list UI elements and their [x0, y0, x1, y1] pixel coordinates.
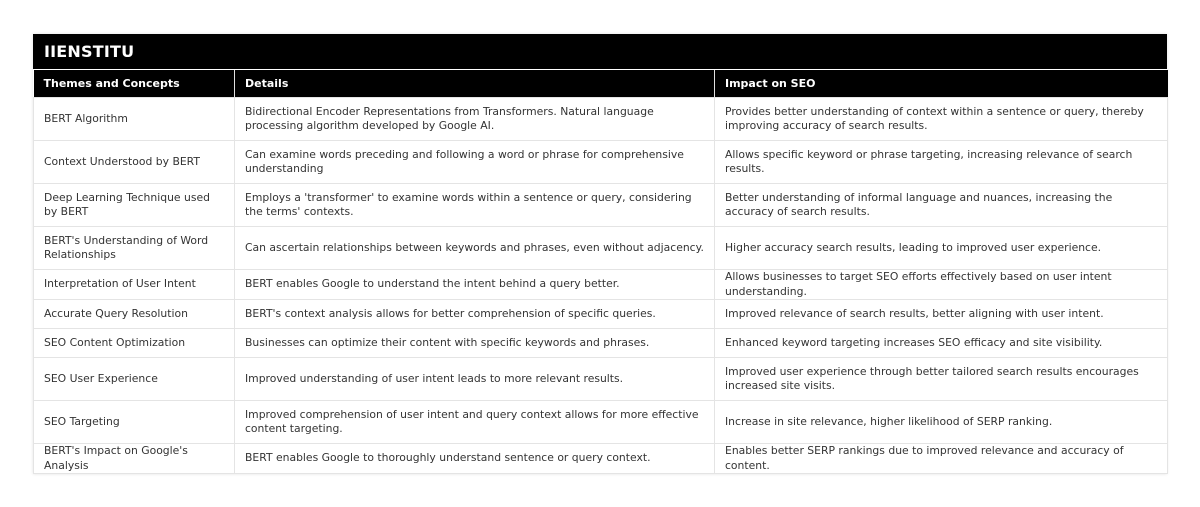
cell-theme: BERT Algorithm [34, 98, 235, 141]
cell-impact: Provides better understanding of context within a sentence or query, thereby improving accuracy of search results. [715, 98, 1168, 141]
cell-theme: BERT's Impact on Google's Analysis [34, 444, 235, 474]
cell-theme: Deep Learning Technique used by BERT [34, 184, 235, 227]
table-row [34, 444, 1168, 474]
cell-details: Employs a 'transformer' to examine words within a sentence or query, considering the terms' contexts. [235, 184, 715, 227]
cell-impact: Better understanding of informal language and nuances, increasing the accuracy of search results. [715, 184, 1168, 227]
table-row [34, 98, 1168, 141]
cell-impact: Enhanced keyword targeting increases SEO efficacy and site visibility. [715, 329, 1168, 358]
cell-theme: BERT's Understanding of Word Relationships [34, 227, 235, 270]
cell-details: Improved comprehension of user intent and query context allows for more effective content targeting. [235, 401, 715, 444]
header-impact-on-seo: Impact on SEO [715, 70, 1168, 98]
cell-details: BERT enables Google to thoroughly understand sentence or query context. [235, 444, 715, 474]
cell-impact: Allows businesses to target SEO efforts effectively based on user intent understanding. [715, 270, 1168, 300]
table-row [34, 141, 1168, 184]
table-row [34, 227, 1168, 270]
table-row [34, 329, 1168, 358]
cell-theme: Accurate Query Resolution [34, 300, 235, 329]
cell-details: Businesses can optimize their content with specific keywords and phrases. [235, 329, 715, 358]
cell-theme: SEO User Experience [34, 358, 235, 401]
table-row [34, 184, 1168, 227]
brand-title: IIENSTITU [33, 34, 1167, 70]
cell-theme: Interpretation of User Intent [34, 270, 235, 300]
header-themes-concepts: Themes and Concepts [34, 70, 235, 98]
table-row [34, 270, 1168, 300]
cell-impact: Increase in site relevance, higher likelihood of SERP ranking. [715, 401, 1168, 444]
cell-impact: Allows specific keyword or phrase targeting, increasing relevance of search results. [715, 141, 1168, 184]
cell-details: Can examine words preceding and following a word or phrase for comprehensive understanding [235, 141, 715, 184]
cell-impact: Enables better SERP rankings due to improved relevance and accuracy of content. [715, 444, 1168, 474]
header-details: Details [235, 70, 715, 98]
bert-seo-table [33, 70, 1168, 474]
cell-theme: SEO Targeting [34, 401, 235, 444]
cell-details: BERT enables Google to understand the intent behind a query better. [235, 270, 715, 300]
table-row [34, 358, 1168, 401]
cell-theme: Context Understood by BERT [34, 141, 235, 184]
cell-impact: Improved user experience through better tailored search results encourages increased site visits. [715, 358, 1168, 401]
cell-impact: Higher accuracy search results, leading to improved user experience. [715, 227, 1168, 270]
cell-theme: SEO Content Optimization [34, 329, 235, 358]
table-row [34, 300, 1168, 329]
table-header-row [34, 70, 1168, 98]
table-row [34, 401, 1168, 444]
cell-details: Can ascertain relationships between keywords and phrases, even without adjacency. [235, 227, 715, 270]
cell-details: Bidirectional Encoder Representations from Transformers. Natural language processing algorithm developed by Google AI. [235, 98, 715, 141]
seo-bert-table-container [33, 34, 1167, 474]
cell-impact: Improved relevance of search results, better aligning with user intent. [715, 300, 1168, 329]
cell-details: BERT's context analysis allows for better comprehension of specific queries. [235, 300, 715, 329]
cell-details: Improved understanding of user intent leads to more relevant results. [235, 358, 715, 401]
